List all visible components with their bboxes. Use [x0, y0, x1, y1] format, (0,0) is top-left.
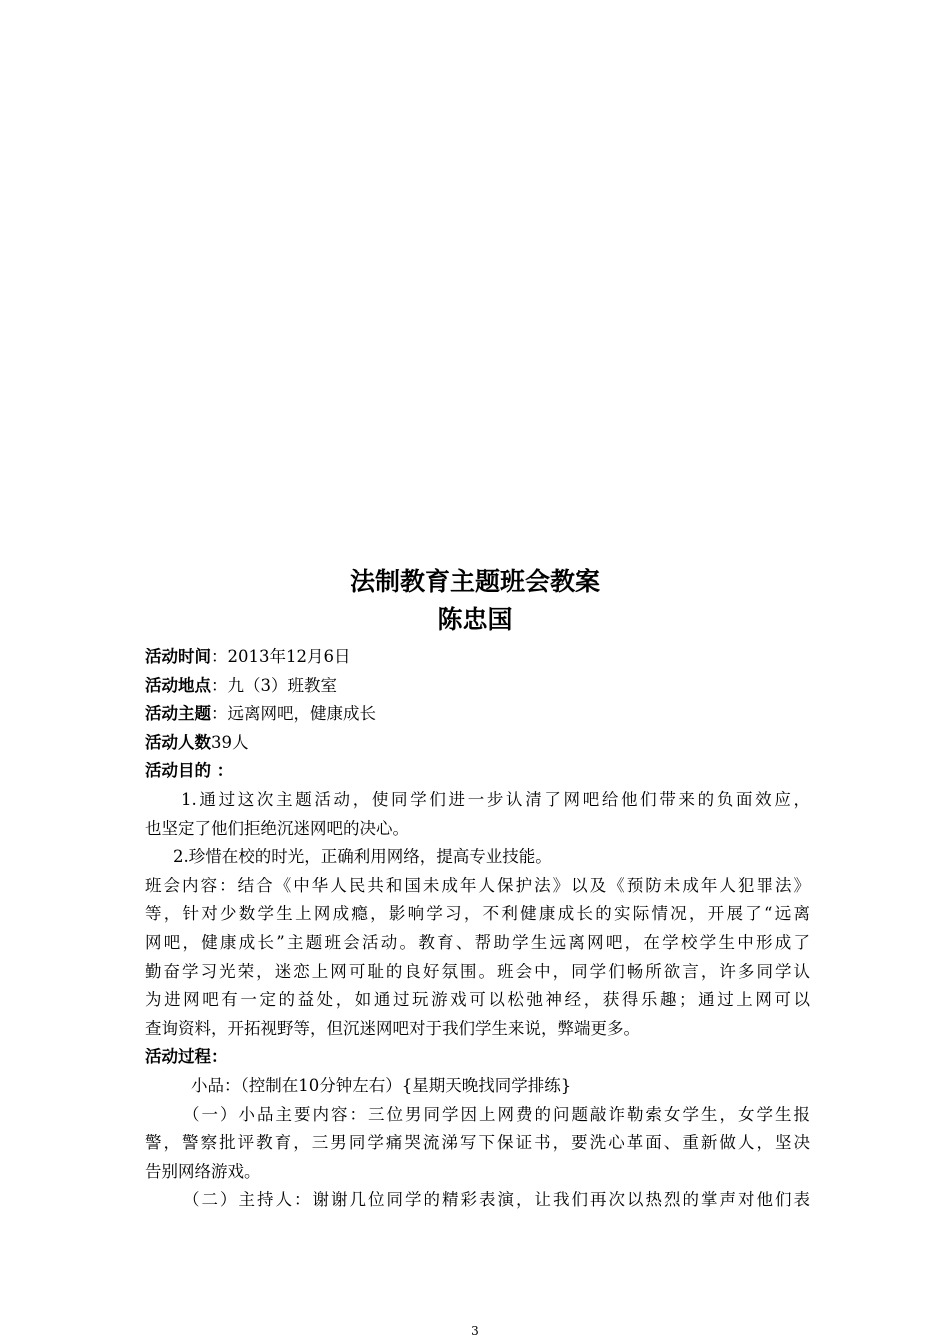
document-body [145, 643, 810, 1215]
field-place [145, 672, 810, 701]
field-time [145, 643, 810, 672]
process-part-1-line: 告别网络游戏。 [145, 1161, 261, 1181]
field-count [145, 729, 810, 758]
process-part-1-line: （一）小品主要内容：三位男同学因上网费的问题敲诈勒索女学生，女学生报 [183, 1104, 810, 1124]
author-name: 陈忠国 [437, 605, 513, 634]
purpose-item-1-line-1: 1.通过这次主题活动，使同学们进一步认清了网吧给他们带来的负面效应， [181, 789, 810, 809]
content-line: 为进网吧有一定的益处，如通过玩游戏可以松弛神经，获得乐趣；通过上网可以 [145, 990, 810, 1010]
field-count-value: 39人 [211, 732, 249, 752]
field-theme-value: 远离网吧，健康成长 [227, 704, 376, 724]
field-count-label: 活动人数 [145, 732, 211, 752]
process-heading: 活动过程： [145, 1047, 228, 1067]
field-purpose [145, 757, 810, 786]
purpose-item-1-line-2: 也坚定了他们拒绝沉迷网吧的决心。 [145, 818, 409, 838]
field-theme-label: 活动主题 [145, 704, 211, 724]
content-line: 查询资料，开拓视野等，但沉迷网吧对于我们学生来说，弊端更多。 [145, 1018, 640, 1038]
page-title: 法制教育主题班会教案 [349, 567, 600, 596]
process-part-1-line: 警，警察批评教育，三男同学痛哭流涕写下保证书，要洗心革面、重新做人，坚决 [145, 1133, 810, 1153]
field-place-sep: ： [211, 675, 228, 695]
content-line: 等，针对少数学生上网成瘾，影响学习，不利健康成长的实际情况，开展了“远离 [145, 904, 810, 924]
process-skit-line: 小品：（控制在10分钟左右）{星期天晚找同学排练} [191, 1075, 572, 1095]
content-line: 网吧，健康成长”主题班会活动。教育、帮助学生远离网吧，在学校学生中形成了 [145, 932, 810, 952]
field-purpose-label: 活动目的 [145, 761, 211, 781]
field-place-label: 活动地点 [145, 675, 211, 695]
field-purpose-sep: ： [211, 761, 234, 781]
field-theme-sep: ： [211, 704, 228, 724]
field-time-label: 活动时间 [145, 647, 211, 666]
field-time-sep: ： [211, 647, 228, 666]
process-part-2-line: （二）主持人：谢谢几位同学的精彩表演，让我们再次以热烈的掌声对他们表 [183, 1190, 810, 1210]
field-theme [145, 700, 810, 729]
purpose-item-2: 2.珍惜在校的时光，正确利用网络，提高专业技能。 [173, 847, 552, 867]
field-place-value: 九（3）班教室 [227, 675, 337, 695]
field-time-value: 2013年12月6日 [227, 647, 351, 666]
content-line: 班会内容：结合《中华人民共和国未成年人保护法》以及《预防未成年人犯罪法》 [145, 875, 810, 895]
content-line: 勤奋学习光荣，迷恋上网可耻的良好氛围。班会中，同学们畅所欲言，许多同学认 [145, 961, 810, 981]
page-number: 3 [471, 1324, 479, 1338]
